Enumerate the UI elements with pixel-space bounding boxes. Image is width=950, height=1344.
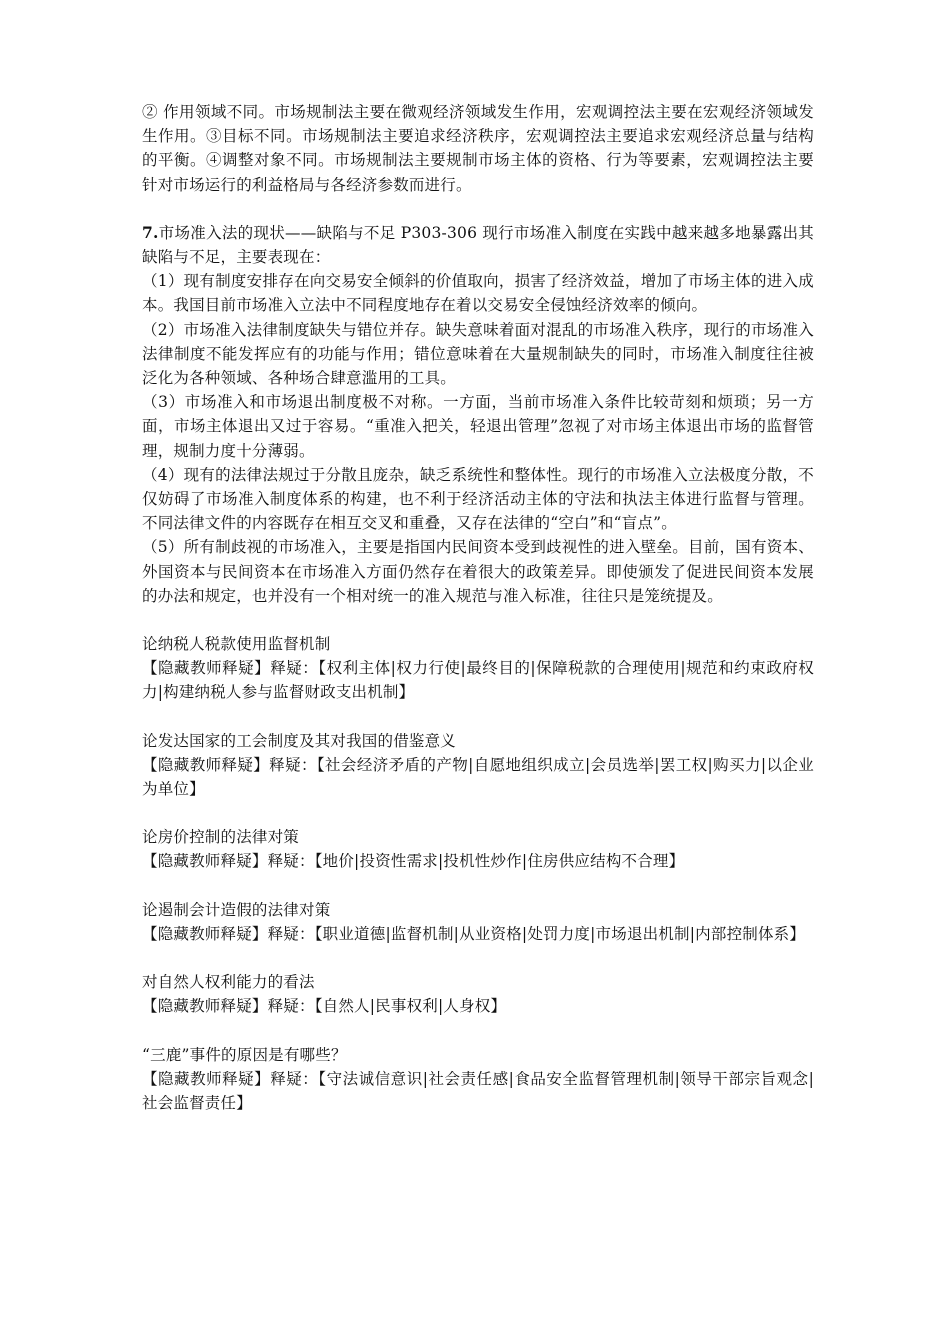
spacer <box>142 705 814 729</box>
document-page <box>142 100 814 1115</box>
topic-title: 论房价控制的法律对策 <box>142 828 300 847</box>
intro-paragraph: ② 作用领域不同。市场规制法主要在微观经济领域发生作用，宏观调控法主要在宏观经济领域发生作用。③目标不同。市场规制法主要追求经济秩序，宏观调控法主要追求宏观经济总量与结构的平衡。④调整对象不同。市场规制法主要规制市场主体的资格、行为等要素，宏观调控法主要针对市场运行的利益格局与各经济参数而进行。 <box>142 103 814 194</box>
topic-title: 论发达国家的工会制度及其对我国的借鉴意义 <box>142 731 457 750</box>
spacer <box>142 801 814 825</box>
section-number: 7. <box>142 222 159 242</box>
section-7-item-4: （4）现有的法律法规过于分散且庞杂，缺乏系统性和整体性。现行的市场准入立法极度分散，不仅妨碍了市场准入制度体系的构建，也不利于经济活动主体的守法和执法主体进行监督与管理。不同法律文件的内容既存在相互交叉和重叠，又存在法律的“空白”和“盲点”。 <box>142 465 814 533</box>
topic-answer: 【隐藏教师释疑】释疑：【社会经济矛盾的产物|自愿地组织成立|会员选举|罢工权|购买力|以企业为单位】 <box>142 755 814 799</box>
topic-answer: 【隐藏教师释疑】释疑：【职业道德|监督机制|从业资格|处罚力度|市场退出机制|内部控制体系】 <box>142 924 806 943</box>
spacer <box>142 608 814 632</box>
spacer <box>142 874 814 898</box>
spacer <box>142 1019 814 1043</box>
spacer <box>142 946 814 970</box>
section-7-heading <box>142 221 814 269</box>
topic-title: “三鹿”事件的原因是有哪些？ <box>142 1045 347 1064</box>
topic-title: 对自然人权利能力的看法 <box>142 973 315 992</box>
section-7-item-3: （3）市场准入和市场退出制度极不对称。一方面，当前市场准入条件比较苛刻和烦琐；另一方面，市场主体退出又过于容易。“重准入把关，轻退出管理”忽视了对市场主体退出市场的监督管理，规制力度十分薄弱。 <box>142 393 814 460</box>
topic-answer: 【隐藏教师释疑】释疑：【守法诚信意识|社会责任感|食品安全监督管理机制|领导干部宗旨观念|社会监督责任】 <box>142 1069 814 1112</box>
section-7-item-5: （5）所有制歧视的市场准入，主要是指国内民间资本受到歧视性的进入壁垒。目前，国有资本、外国资本与民间资本在市场准入方面仍然存在着很大的政策差异。即使颁发了促进民间资本发展的办法和规定，也并没有一个相对统一的准入规范与准入标准，往往只是笼统提及。 <box>142 538 814 605</box>
topic-title: 论遏制会计造假的法律对策 <box>142 900 331 919</box>
topic-answer: 【隐藏教师释疑】释疑：【权利主体|权力行使|最终目的|保障税款的合理使用|规范和约束政府权力|构建纳税人参与监督财政支出机制】 <box>142 659 814 702</box>
topic-answer: 【隐藏教师释疑】释疑：【自然人|民事权利|人身权】 <box>142 997 507 1016</box>
section-7-item-1: （1）现有制度安排存在向交易安全倾斜的价值取向，损害了经济效益，增加了市场主体的进入成本。我国目前市场准入立法中不同程度地存在着以交易安全侵蚀经济效率的倾向。 <box>142 272 814 315</box>
section-7-item-2: （2）市场准入法律制度缺失与错位并存。缺失意味着面对混乱的市场准入秩序，现行的市场准入法律制度不能发挥应有的功能与作用；错位意味着在大量规制缺失的同时，市场准入制度往往被泛化为各种领域、各种场合肆意滥用的工具。 <box>142 320 814 388</box>
topic-title: 论纳税人税款使用监督机制 <box>142 635 331 654</box>
spacer <box>142 197 814 221</box>
topic-answer: 【隐藏教师释疑】释疑：【地价|投资性需求|投机性炒作|住房供应结构不合理】 <box>142 852 685 871</box>
section-heading-text: 市场准入法的现状——缺陷与不足 P303-306 现行市场准入制度在实践中越来越多地暴露出其缺陷与不足，主要表现在： <box>142 223 814 267</box>
